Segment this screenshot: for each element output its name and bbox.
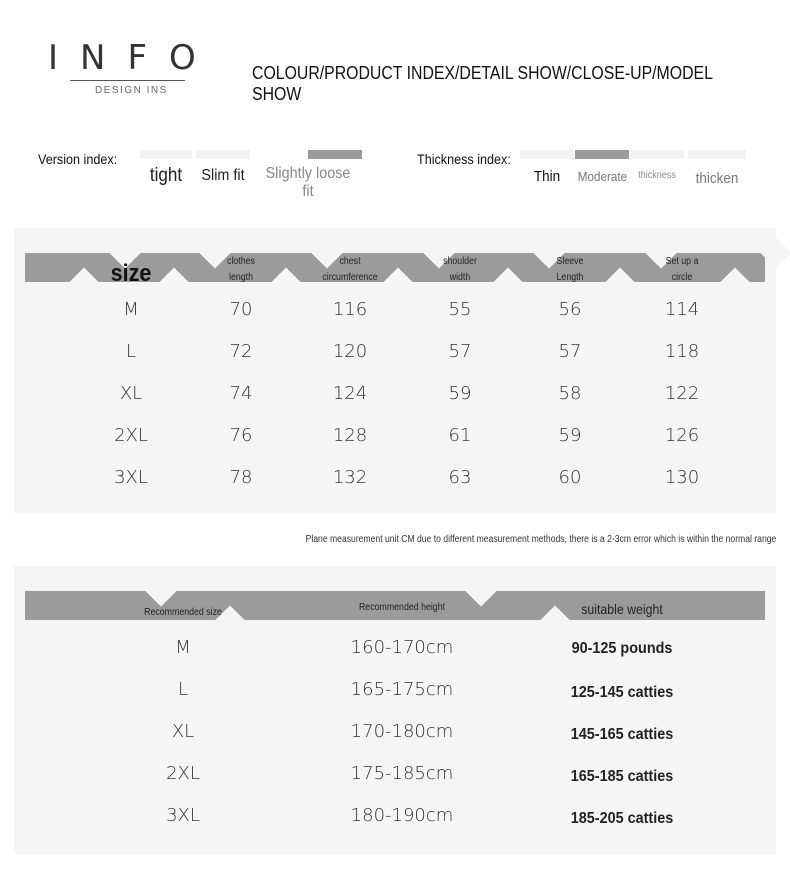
size-column-header: shoulder width xyxy=(443,256,477,283)
recommend-table-cell: 90-125 pounds xyxy=(571,640,673,657)
recommend-table-cell: 125-145 catties xyxy=(570,684,674,701)
size-table-cell: 61 xyxy=(448,425,472,446)
version-index-label: Version index: xyxy=(38,151,118,167)
size-table-cell: 116 xyxy=(332,299,368,320)
recommend-column-header: suitable weight xyxy=(581,601,663,617)
size-table-cell: 122 xyxy=(664,383,700,404)
size-table-cell: 78 xyxy=(229,467,253,488)
size-table-cell: 118 xyxy=(664,341,700,362)
size-table-cell: 128 xyxy=(332,425,368,446)
version-bar xyxy=(196,150,250,159)
recommend-table-cell: 180-190cm xyxy=(350,805,454,826)
recommend-table-cell: XL xyxy=(171,721,195,742)
size-table-cell: 114 xyxy=(664,299,700,320)
size-table-cell: L xyxy=(125,341,137,362)
size-table-cell: 72 xyxy=(229,341,253,362)
recommend-table-cell: 170-180cm xyxy=(350,721,454,742)
recommend-table-cell: 160-170cm xyxy=(350,637,454,658)
recommend-table-cell: 165-185 catties xyxy=(570,768,674,785)
thickness-bar xyxy=(688,150,746,159)
size-table-cell: 2XL xyxy=(114,425,148,446)
recommend-column-header: Recommended size xyxy=(144,607,222,618)
size-table-cell: 126 xyxy=(664,425,700,446)
size-table-cell: 130 xyxy=(664,467,700,488)
section-navigation: COLOUR/PRODUCT INDEX/DETAIL SHOW/CLOSE-UP/MODEL SHOW xyxy=(252,63,713,104)
size-table-cell: 70 xyxy=(229,299,253,320)
size-table-cell: 56 xyxy=(558,299,582,320)
version-option[interactable]: Slim fit xyxy=(201,167,245,184)
version-bar xyxy=(308,150,362,159)
size-table-cell: 55 xyxy=(448,299,472,320)
thickness-option[interactable]: Thin xyxy=(533,168,561,185)
thickness-bar xyxy=(630,150,684,159)
version-bar xyxy=(140,150,192,159)
thickness-option[interactable]: Moderate xyxy=(577,169,628,184)
size-table-cell: 60 xyxy=(558,467,582,488)
size-table-cell: 3XL xyxy=(114,467,148,488)
recommend-table-cell: L xyxy=(177,679,189,700)
size-table-cell: XL xyxy=(119,383,143,404)
size-column-header: chest circumference xyxy=(322,256,378,283)
size-table-cell: 124 xyxy=(332,383,368,404)
size-table-cell: 57 xyxy=(558,341,582,362)
size-column-header: Sleeve Length xyxy=(556,256,584,283)
info-logo: INFO xyxy=(48,38,218,78)
size-table-cell: 132 xyxy=(332,467,368,488)
size-table-cell: 63 xyxy=(448,467,472,488)
size-column-header: size xyxy=(110,260,152,287)
thickness-option[interactable]: thickness xyxy=(638,170,676,181)
size-table-cell: 76 xyxy=(229,425,253,446)
logo-underline xyxy=(70,80,185,81)
recommend-table-cell: 145-165 catties xyxy=(570,726,674,743)
thickness-option[interactable]: thicken xyxy=(695,170,739,187)
size-table-cell: 74 xyxy=(229,383,253,404)
thickness-index-label: Thickness index: xyxy=(417,151,511,167)
recommend-table-cell: M xyxy=(175,637,191,658)
size-column-header: clothes length xyxy=(227,256,255,283)
size-table-cell: 57 xyxy=(448,341,472,362)
size-table-cell: 59 xyxy=(558,425,582,446)
size-column-header: Set up a circle xyxy=(665,256,699,283)
recommend-table-cell: 175-185cm xyxy=(350,763,454,784)
size-table-cell: 58 xyxy=(558,383,582,404)
recommend-table-cell: 2XL xyxy=(166,763,200,784)
recommend-table-cell: 3XL xyxy=(166,805,200,826)
thickness-bar xyxy=(520,150,574,159)
recommend-column-header: Recommended height xyxy=(358,602,446,613)
logo-subtitle: DESIGN INS xyxy=(95,85,168,96)
version-option[interactable]: tight xyxy=(149,165,183,186)
measurement-note: Plane measurement unit CM due to different measurement methods, there is a 2-3cm error which is within the normal range xyxy=(305,534,776,545)
recommend-table-cell: 185-205 catties xyxy=(570,810,674,827)
size-table-cell: M xyxy=(123,299,139,320)
size-table-cell: 120 xyxy=(332,341,368,362)
recommend-table-cell: 165-175cm xyxy=(350,679,454,700)
thickness-bar xyxy=(575,150,629,159)
size-table-cell: 59 xyxy=(448,383,472,404)
version-option[interactable]: Slightly loose fit xyxy=(265,165,351,200)
